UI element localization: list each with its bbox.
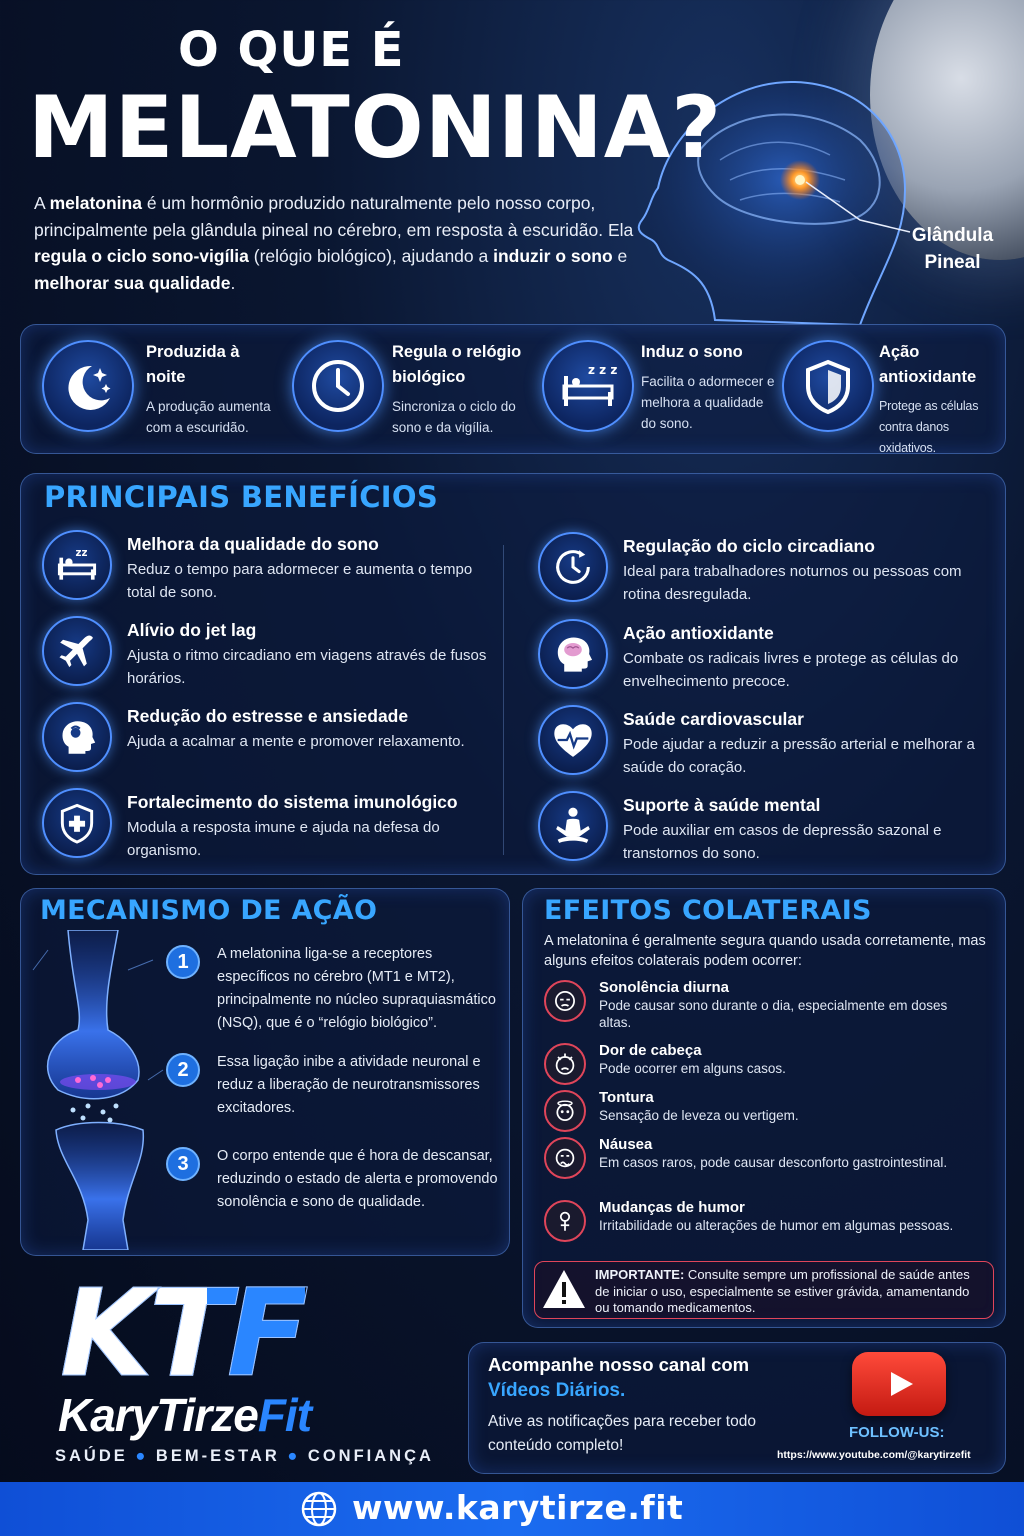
benefit-desc: Reduz o tempo para adormecer e aumenta o tempo total de sono. <box>127 561 473 601</box>
side-effect-title: Náusea <box>599 1136 653 1153</box>
side-effect-title: Sonolência diurna <box>599 979 730 996</box>
follow-label: FOLLOW-US: <box>849 1424 945 1441</box>
feature-title: Produzida à noite <box>146 343 240 386</box>
youtube-url-link[interactable]: https://www.youtube.com/@karytirzefit <box>777 1449 971 1461</box>
website-link[interactable]: www.karytirze.fit <box>352 1488 684 1527</box>
synapse-image <box>28 930 168 1250</box>
warning-box <box>534 1261 994 1319</box>
side-effect-title: Tontura <box>599 1089 654 1106</box>
benefit-title: Regulação do ciclo circadiano <box>623 536 875 556</box>
pineal-gland-label: Glândula Pineal <box>911 225 994 273</box>
benefit-desc: Ajuda a acalmar a mente e promover relaxamento. <box>127 733 465 750</box>
step-number: 3 <box>166 1147 200 1181</box>
benefit-desc: Modula a resposta imune e ajuda na defesa do organismo. <box>127 819 440 859</box>
brand-tagline: SAÚDE ● BEM-ESTAR ● CONFIANÇA <box>55 1447 434 1465</box>
benefit-title: Redução do estresse e ansiedade <box>127 706 409 726</box>
dizzy-icon <box>544 1090 586 1132</box>
feature-desc: Protege as células contra danos oxidativos. <box>879 399 979 455</box>
bed-icon <box>42 530 112 600</box>
channel-line3: Ative as notificações para receber todo conteúdo completo! <box>488 1413 756 1454</box>
side-effect-title: Mudanças de humor <box>599 1199 745 1216</box>
side-effect-desc: Sensação de leveza ou vertigem. <box>599 1108 799 1123</box>
benefit-title: Saúde cardiovascular <box>623 709 804 729</box>
step-text: Essa ligação inibe a atividade neuronal e reduz a liberação de neurotransmissores excitadores. <box>217 1054 481 1116</box>
brand-logo: KTF <box>60 1265 305 1404</box>
bed-icon <box>542 340 634 432</box>
feature-night <box>42 340 282 440</box>
brand-name: KaryTirzeFit <box>58 1389 312 1441</box>
side-effects-title: EFEITOS COLATERAIS <box>544 895 872 926</box>
feature-desc: Facilita o adormecer e melhora a qualidade do sono. <box>641 374 775 431</box>
shield-plus-icon <box>42 788 112 858</box>
benefit-desc: Pode auxiliar em casos de depressão sazonal e transtornos do sono. <box>623 822 942 862</box>
side-effect-title: Dor de cabeça <box>599 1042 702 1059</box>
globe-icon <box>300 1490 338 1528</box>
head-calm-icon <box>42 702 112 772</box>
drowsy-icon <box>544 980 586 1022</box>
feature-antioxidant <box>782 340 1004 455</box>
benefit-title: Suporte à saúde mental <box>623 795 821 815</box>
channel-line2: Vídeos Diários. <box>488 1380 626 1401</box>
feature-sleep <box>542 340 782 440</box>
svg-text:z z z: z z z <box>588 363 618 377</box>
side-effect-desc: Pode ocorrer em alguns casos. <box>599 1061 786 1076</box>
brain-head-icon <box>538 619 608 689</box>
feature-title: Regula o relógio biológico <box>392 343 522 386</box>
channel-line1: Acompanhe nosso canal com <box>488 1354 750 1375</box>
feature-desc: A produção aumenta com a escuridão. <box>146 399 271 435</box>
feature-desc: Sincroniza o ciclo do sono e da vigília. <box>392 399 516 435</box>
warning-icon <box>541 1267 587 1311</box>
benefit-title: Alívio do jet lag <box>127 620 257 640</box>
side-effect-desc: Irritabilidade ou alterações de humor em algumas pessoas. <box>599 1218 954 1233</box>
benefit-title: Melhora da qualidade do sono <box>127 534 379 554</box>
heart-pulse-icon <box>538 705 608 775</box>
mood-icon <box>544 1200 586 1242</box>
nausea-icon <box>544 1137 586 1179</box>
headache-icon <box>544 1043 586 1085</box>
meditation-icon <box>538 791 608 861</box>
svg-text:zz: zz <box>75 547 88 560</box>
side-effect-desc: Em casos raros, pode causar desconforto gastrointestinal. <box>599 1155 948 1170</box>
step-number: 1 <box>166 945 200 979</box>
benefit-desc: Combate os radicais livres e protege as células do envelhecimento precoce. <box>623 650 959 690</box>
step-number: 2 <box>166 1053 200 1087</box>
step-text: O corpo entende que é hora de descansar, reduzindo o estado de alerta e promovendo sonolência e sono de qualidade. <box>217 1148 498 1210</box>
page-title-small: O QUE É <box>178 22 405 78</box>
clock-icon <box>292 340 384 432</box>
feature-clock <box>292 340 532 440</box>
mechanism-title: MECANISMO DE AÇÃO <box>40 895 378 926</box>
warning-text: IMPORTANTE: Consulte sempre um profissional de saúde antes de iniciar o uso, especialmente se estiver grávida, amamentando ou tomando medicamentos. <box>595 1267 970 1315</box>
intro-paragraph: A melatonina é um hormônio produzido naturalmente pelo nosso corpo, principalmente pela glândula pineal no cérebro, em resposta à escuridão. Ela regula o ciclo sono-vigília (relógio biológico), ajudando a induzir o sono e melhorar sua qualidade. <box>34 193 634 293</box>
shield-icon <box>782 340 874 432</box>
benefit-desc: Ajusta o ritmo circadiano em viagens através de fusos horários. <box>127 647 487 687</box>
benefit-title: Ação antioxidante <box>623 623 774 643</box>
step-text: A melatonina liga-se a receptores específicos no cérebro (MT1 e MT2), principalmente no núcleo supraquiasmático (NSQ), que é o “relógio biológico”. <box>217 946 496 1031</box>
clock-cycle-icon <box>538 532 608 602</box>
page-title: MELATONINA? <box>28 78 723 178</box>
benefit-desc: Pode ajudar a reduzir a pressão arterial e melhorar a saúde do coração. <box>623 736 975 776</box>
benefits-title: PRINCIPAIS BENEFÍCIOS <box>44 480 439 514</box>
benefit-title: Fortalecimento do sistema imunológico <box>127 792 458 812</box>
benefit-desc: Ideal para trabalhadores noturnos ou pessoas com rotina desregulada. <box>623 563 962 603</box>
youtube-icon[interactable] <box>852 1352 946 1416</box>
feature-title: Ação antioxidante <box>879 343 977 386</box>
side-effect-desc: Pode causar sono durante o dia, especialmente em doses altas. <box>599 998 948 1030</box>
side-effects-intro: A melatonina é geralmente segura quando usada corretamente, mas alguns efeitos colaterais podem ocorrer: <box>544 933 986 969</box>
airplane-icon <box>42 616 112 686</box>
moon-stars-icon <box>42 340 134 432</box>
feature-title: Induz o sono <box>641 343 743 361</box>
